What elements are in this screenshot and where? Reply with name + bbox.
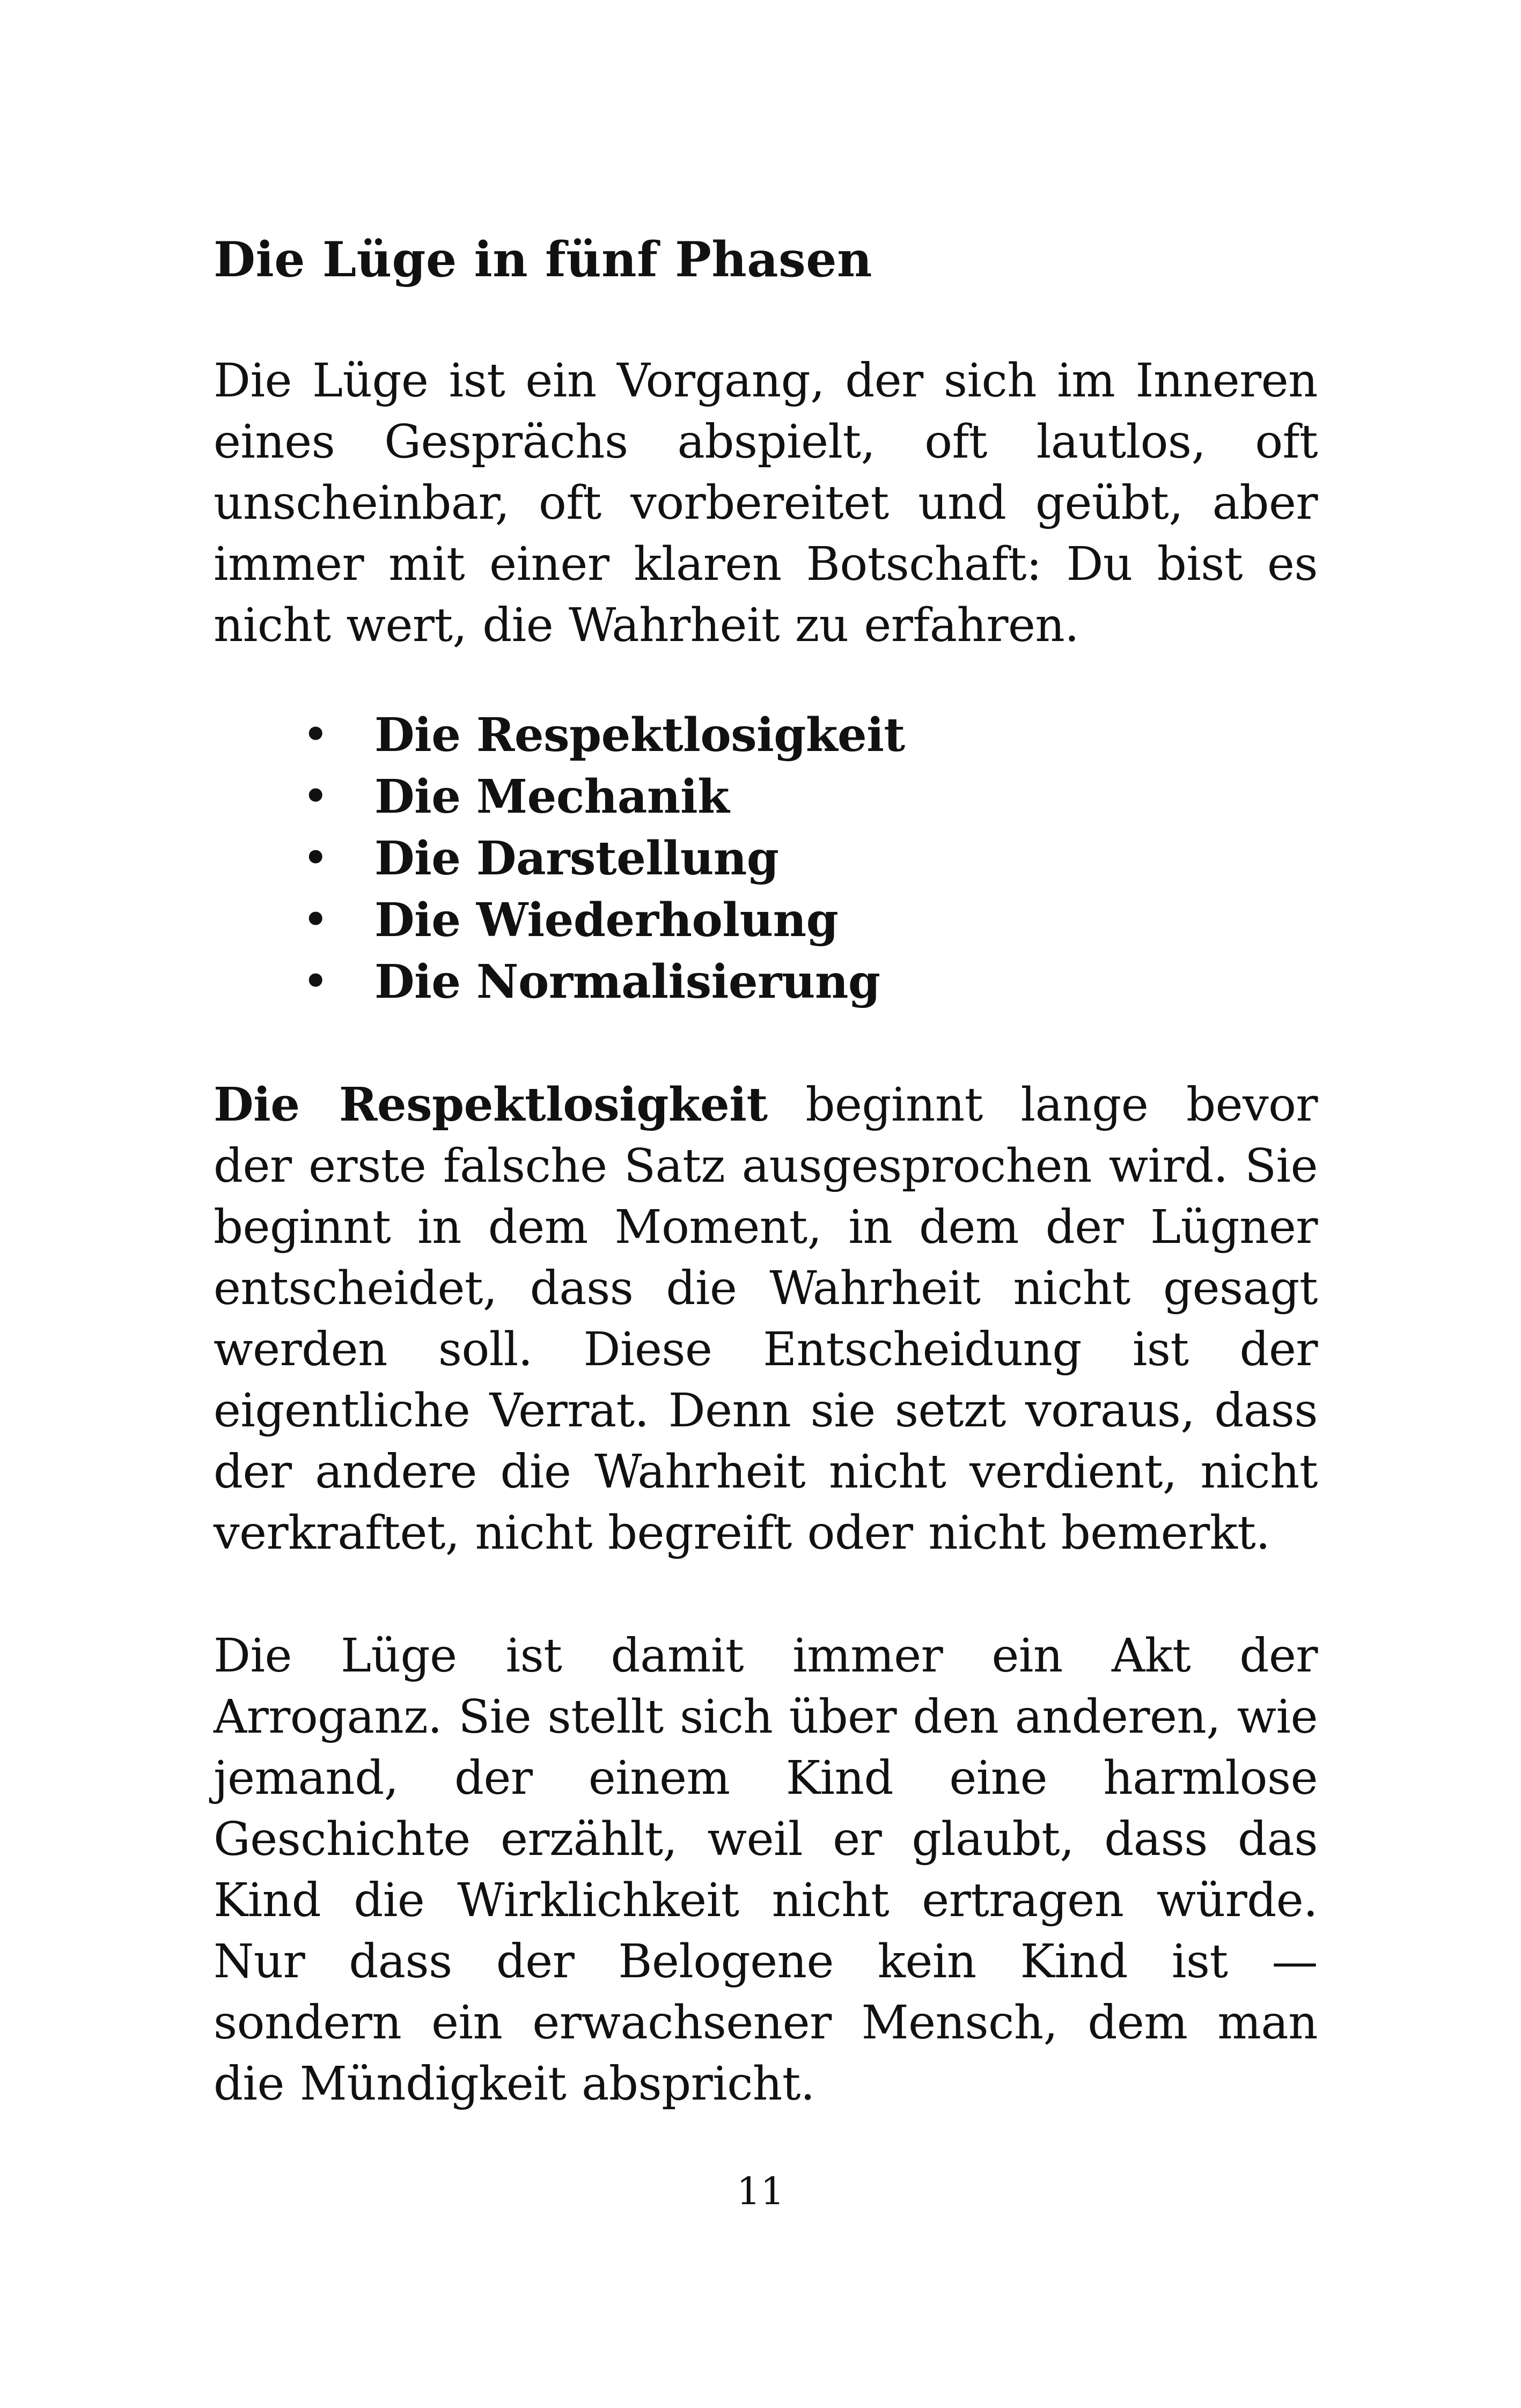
bullet-icon: • [302,708,329,762]
chapter-title: Die Lüge in fünf Phasen [214,231,872,288]
phase-label: Die Respektlosigkeit [374,708,905,762]
respect-paragraph [214,1074,1318,1564]
phase-label: Die Normalisierung [374,955,880,1009]
bullet-icon: • [302,770,329,823]
list-item [214,828,1318,889]
arrogance-paragraph: Die Lüge ist damit immer ein Akt der Arroganz. Sie stellt sich über den anderen, wie jemand, der einem Kind eine harmlose Geschichte erzählt, weil er glaubt, dass das Kind die Wirklichkeit nicht ertragen würde. Nur dass der Belogene kein Kind ist — sondern ein erwachsener Mensch, dem man die Mündigkeit abspricht. [214,1629,1318,2111]
phase-label: Die Mechanik [374,770,730,824]
page-content [214,231,1318,2115]
intro-paragraph: Die Lüge ist ein Vorgang, der sich im Inneren eines Gesprächs abspielt, oft lautlos, oft unscheinbar, oft vorbereitet und geübt, aber immer mit einer klaren Botschaft: Du bist es nicht wert, die Wahrheit zu erfahren. [214,354,1318,652]
list-item [214,766,1318,828]
phase-label: Die Darstellung [374,831,779,886]
page-number: 11 [736,2169,785,2213]
phase-label: Die Wiederholung [374,893,839,947]
bullet-icon: • [302,893,329,947]
list-item [214,951,1318,1013]
list-item [214,704,1318,766]
paragraph-lead: Die Respektlosigkeit [214,1078,768,1132]
list-item [214,889,1318,951]
bullet-icon: • [302,955,329,1008]
paragraph-body: beginnt lange bevor der erste falsche Satz ausgesprochen wird. Sie beginnt in dem Moment, in dem der Lügner entscheidet, dass die Wahrheit nicht gesagt werden soll. Diese Entscheidung ist der eigentliche Verrat. Denn sie setzt voraus, dass der andere die Wahrheit nicht verdient, nicht verkraftet, nicht begreift oder nicht bemerkt. [214,1078,1318,1560]
bullet-icon: • [302,831,329,885]
phase-list [214,704,1318,1013]
